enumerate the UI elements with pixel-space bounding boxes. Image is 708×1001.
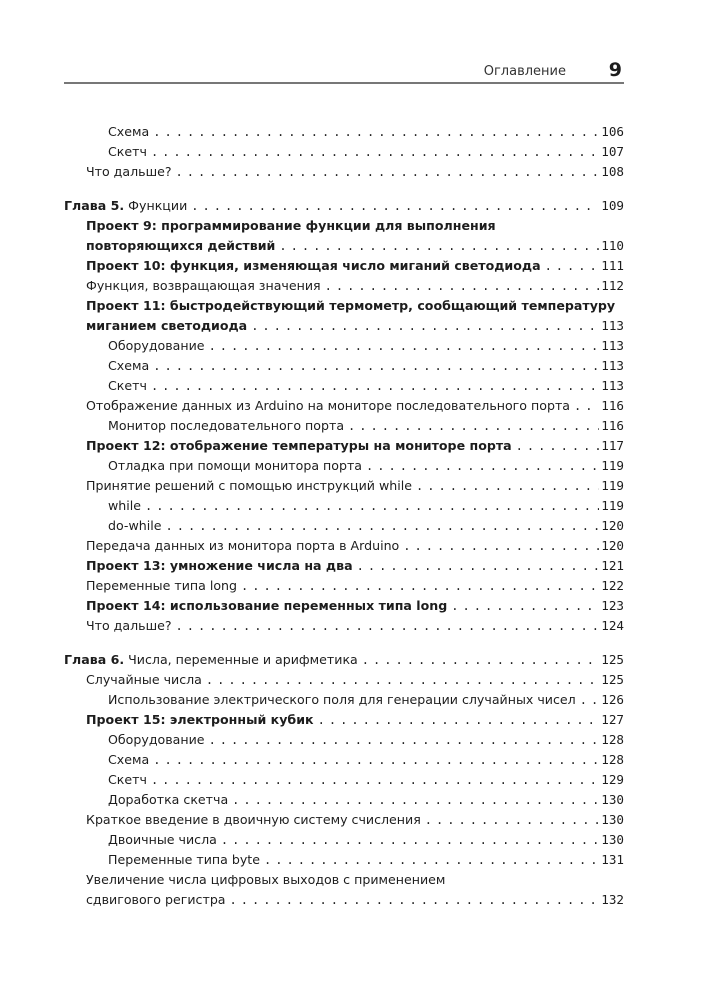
dot-leader: [279, 236, 599, 256]
dot-leader: [348, 416, 599, 436]
toc-entry-title: Отображение данных из Arduino на мониторе последовательного порта: [86, 398, 570, 413]
toc-entry: [64, 616, 624, 636]
toc-page-number: 125: [601, 672, 624, 687]
toc-entry: [64, 416, 624, 436]
toc-page-number: 131: [601, 852, 624, 867]
toc-entry-title: Функция, возвращающая значения: [86, 278, 321, 293]
toc-entry-title: while: [108, 498, 142, 513]
toc-page-number: 116: [601, 418, 624, 433]
toc-chapter: [64, 196, 624, 216]
toc-entry: [64, 396, 624, 416]
dot-leader: [176, 616, 600, 636]
toc-entry-title-line1: Увеличение числа цифровых выходов с применением: [86, 872, 446, 887]
running-header-title: Оглавление: [483, 64, 566, 79]
dot-leader: [545, 256, 600, 276]
toc-page-number: 132: [601, 892, 624, 907]
dot-leader: [574, 396, 599, 416]
toc-page-number: 119: [601, 458, 624, 473]
dot-leader: [425, 810, 599, 830]
toc-entry-title: Монитор последовательного порта: [108, 418, 345, 433]
dot-leader: [153, 356, 599, 376]
toc-page-number: 128: [601, 732, 624, 747]
toc-page-number: 113: [601, 338, 624, 353]
toc-entry: [64, 810, 624, 830]
dot-leader: [416, 476, 599, 496]
toc-page-number: 127: [601, 712, 624, 727]
toc-entry: [64, 516, 624, 536]
toc-page-number: 117: [601, 438, 624, 453]
toc-entry-title: Схема: [108, 752, 150, 767]
chapter-label: Глава 5.: [64, 198, 125, 213]
toc-entry-title: do-while: [108, 518, 162, 533]
toc-page-number: 109: [601, 198, 624, 213]
chapter-label: Глава 6.: [64, 652, 125, 667]
toc-entry: [64, 436, 624, 456]
toc-entry-title: Случайные числа: [86, 672, 202, 687]
toc-page-number: 113: [601, 358, 624, 373]
toc-entry: [64, 670, 624, 690]
toc-page-number: 121: [601, 558, 624, 573]
toc-entry: [64, 710, 624, 730]
toc-entry-title-line1: Проект 9: программирование функции для выполнения: [86, 218, 496, 233]
toc-page-number: 119: [601, 478, 624, 493]
dot-leader: [153, 750, 599, 770]
dot-leader: [264, 850, 599, 870]
toc-entry: [64, 336, 624, 356]
toc-entry: [64, 830, 624, 850]
dot-leader: [221, 830, 599, 850]
toc-entry: [64, 496, 624, 516]
toc-entry: [64, 850, 624, 870]
toc-page-number: 110: [601, 238, 624, 253]
toc-entry: [64, 456, 624, 476]
toc-entry-title: Переменные типа long: [86, 578, 238, 593]
toc-entry: [64, 162, 624, 182]
dot-leader: [153, 122, 599, 142]
toc-entry: [64, 790, 624, 810]
toc-entry: [64, 122, 624, 142]
dot-leader: [318, 710, 600, 730]
chapter-title: Функции: [128, 198, 188, 213]
toc-entry-title: повторяющихся действий: [86, 238, 276, 253]
dot-leader: [516, 436, 600, 456]
toc-entry: [64, 216, 624, 256]
toc-entry-title: Передача данных из монитора порта в Arduino: [86, 538, 400, 553]
dot-leader: [241, 576, 599, 596]
toc-page-number: 113: [601, 378, 624, 393]
toc-page-number: 107: [601, 144, 624, 159]
toc-entry: [64, 750, 624, 770]
toc-entry-title: Принятие решений с помощью инструкций while: [86, 478, 413, 493]
toc-entry: [64, 296, 624, 336]
toc-entry: [64, 770, 624, 790]
toc-page-number: 130: [601, 832, 624, 847]
dot-leader: [251, 316, 599, 336]
dot-leader: [151, 376, 599, 396]
toc-entry: [64, 276, 624, 296]
toc-entry-title: Двоичные числа: [108, 832, 217, 847]
toc-page-number: 111: [601, 258, 624, 273]
toc-entry: [64, 870, 624, 910]
toc-page-number: 123: [601, 598, 624, 613]
toc-entry-title: Оборудование: [108, 732, 205, 747]
toc-entry-title: Проект 15: электронный кубик: [86, 712, 314, 727]
toc-page-number: 106: [601, 124, 624, 139]
toc-entry-title: Что дальше?: [86, 164, 172, 179]
toc-entry-title: Отладка при помощи монитора порта: [108, 458, 363, 473]
toc-entry-title: Краткое введение в двоичную систему счисления: [86, 812, 421, 827]
toc-entry-title: Скетч: [108, 144, 147, 159]
dot-leader: [176, 162, 600, 182]
toc-page-number: 130: [601, 792, 624, 807]
dot-leader: [209, 336, 600, 356]
toc-entry-title: Проект 13: умножение числа на два: [86, 558, 353, 573]
dot-leader: [232, 790, 599, 810]
toc-entry-title: сдвигового регистра: [86, 892, 226, 907]
toc-entry: [64, 556, 624, 576]
dot-leader: [206, 670, 599, 690]
dot-leader: [451, 596, 599, 616]
toc-page-number: 112: [601, 278, 624, 293]
toc-page-number: 120: [601, 538, 624, 553]
toc-entry-title: Доработка скетча: [108, 792, 229, 807]
toc-entry-title: миганием светодиода: [86, 318, 248, 333]
table-of-contents: [64, 122, 624, 910]
dot-leader: [191, 196, 599, 216]
toc-entry-title: Скетч: [108, 378, 147, 393]
dot-leader: [145, 496, 599, 516]
toc-entry: [64, 596, 624, 616]
toc-entry: [64, 690, 624, 710]
toc-entry-title: Проект 12: отображение температуры на мониторе порта: [86, 438, 512, 453]
toc-entry: [64, 476, 624, 496]
toc-entry-title: Скетч: [108, 772, 147, 787]
toc-entry-title: Схема: [108, 358, 150, 373]
toc-entry-title: Схема: [108, 124, 150, 139]
toc-entry-title: Что дальше?: [86, 618, 172, 633]
toc-entry: [64, 730, 624, 750]
toc-entry: [64, 536, 624, 556]
toc-entry: [64, 142, 624, 162]
toc-entry-title: Оборудование: [108, 338, 205, 353]
dot-leader: [325, 276, 600, 296]
toc-entry: [64, 356, 624, 376]
toc-page-number: 126: [601, 692, 624, 707]
toc-entry: [64, 256, 624, 276]
toc-entry: [64, 576, 624, 596]
dot-leader: [209, 730, 600, 750]
toc-page-number: 120: [601, 518, 624, 533]
dot-leader: [357, 556, 600, 576]
dot-leader: [151, 770, 599, 790]
toc-page-number: 124: [601, 618, 624, 633]
toc-chapter: [64, 650, 624, 670]
toc-page-number: 119: [601, 498, 624, 513]
toc-entry-title: Переменные типа byte: [108, 852, 260, 867]
toc-page-number: 130: [601, 812, 624, 827]
dot-leader: [166, 516, 600, 536]
toc-page-number: 125: [601, 652, 624, 667]
dot-leader: [403, 536, 599, 556]
toc-entry-title: Использование электрического поля для генерации случайных чисел: [108, 692, 576, 707]
toc-page-number: 116: [601, 398, 624, 413]
toc-entry-title: Проект 10: функция, изменяющая число миганий светодиода: [86, 258, 541, 273]
toc-entry-title-line1: Проект 11: быстродействующий термометр, сообщающий температуру: [86, 298, 616, 313]
dot-leader: [151, 142, 599, 162]
toc-page-number: 128: [601, 752, 624, 767]
toc-entry: [64, 376, 624, 396]
dot-leader: [362, 650, 599, 670]
chapter-title: Числа, переменные и арифметика: [128, 652, 358, 667]
running-header: [64, 60, 624, 84]
toc-entry-title: Проект 14: использование переменных типа long: [86, 598, 448, 613]
page-number: 9: [608, 59, 622, 81]
dot-leader: [366, 456, 599, 476]
toc-page-number: 108: [601, 164, 624, 179]
toc-page-number: 113: [601, 318, 624, 333]
dot-leader: [580, 690, 600, 710]
toc-page-number: 129: [601, 772, 624, 787]
dot-leader: [230, 890, 600, 910]
toc-page-number: 122: [601, 578, 624, 593]
